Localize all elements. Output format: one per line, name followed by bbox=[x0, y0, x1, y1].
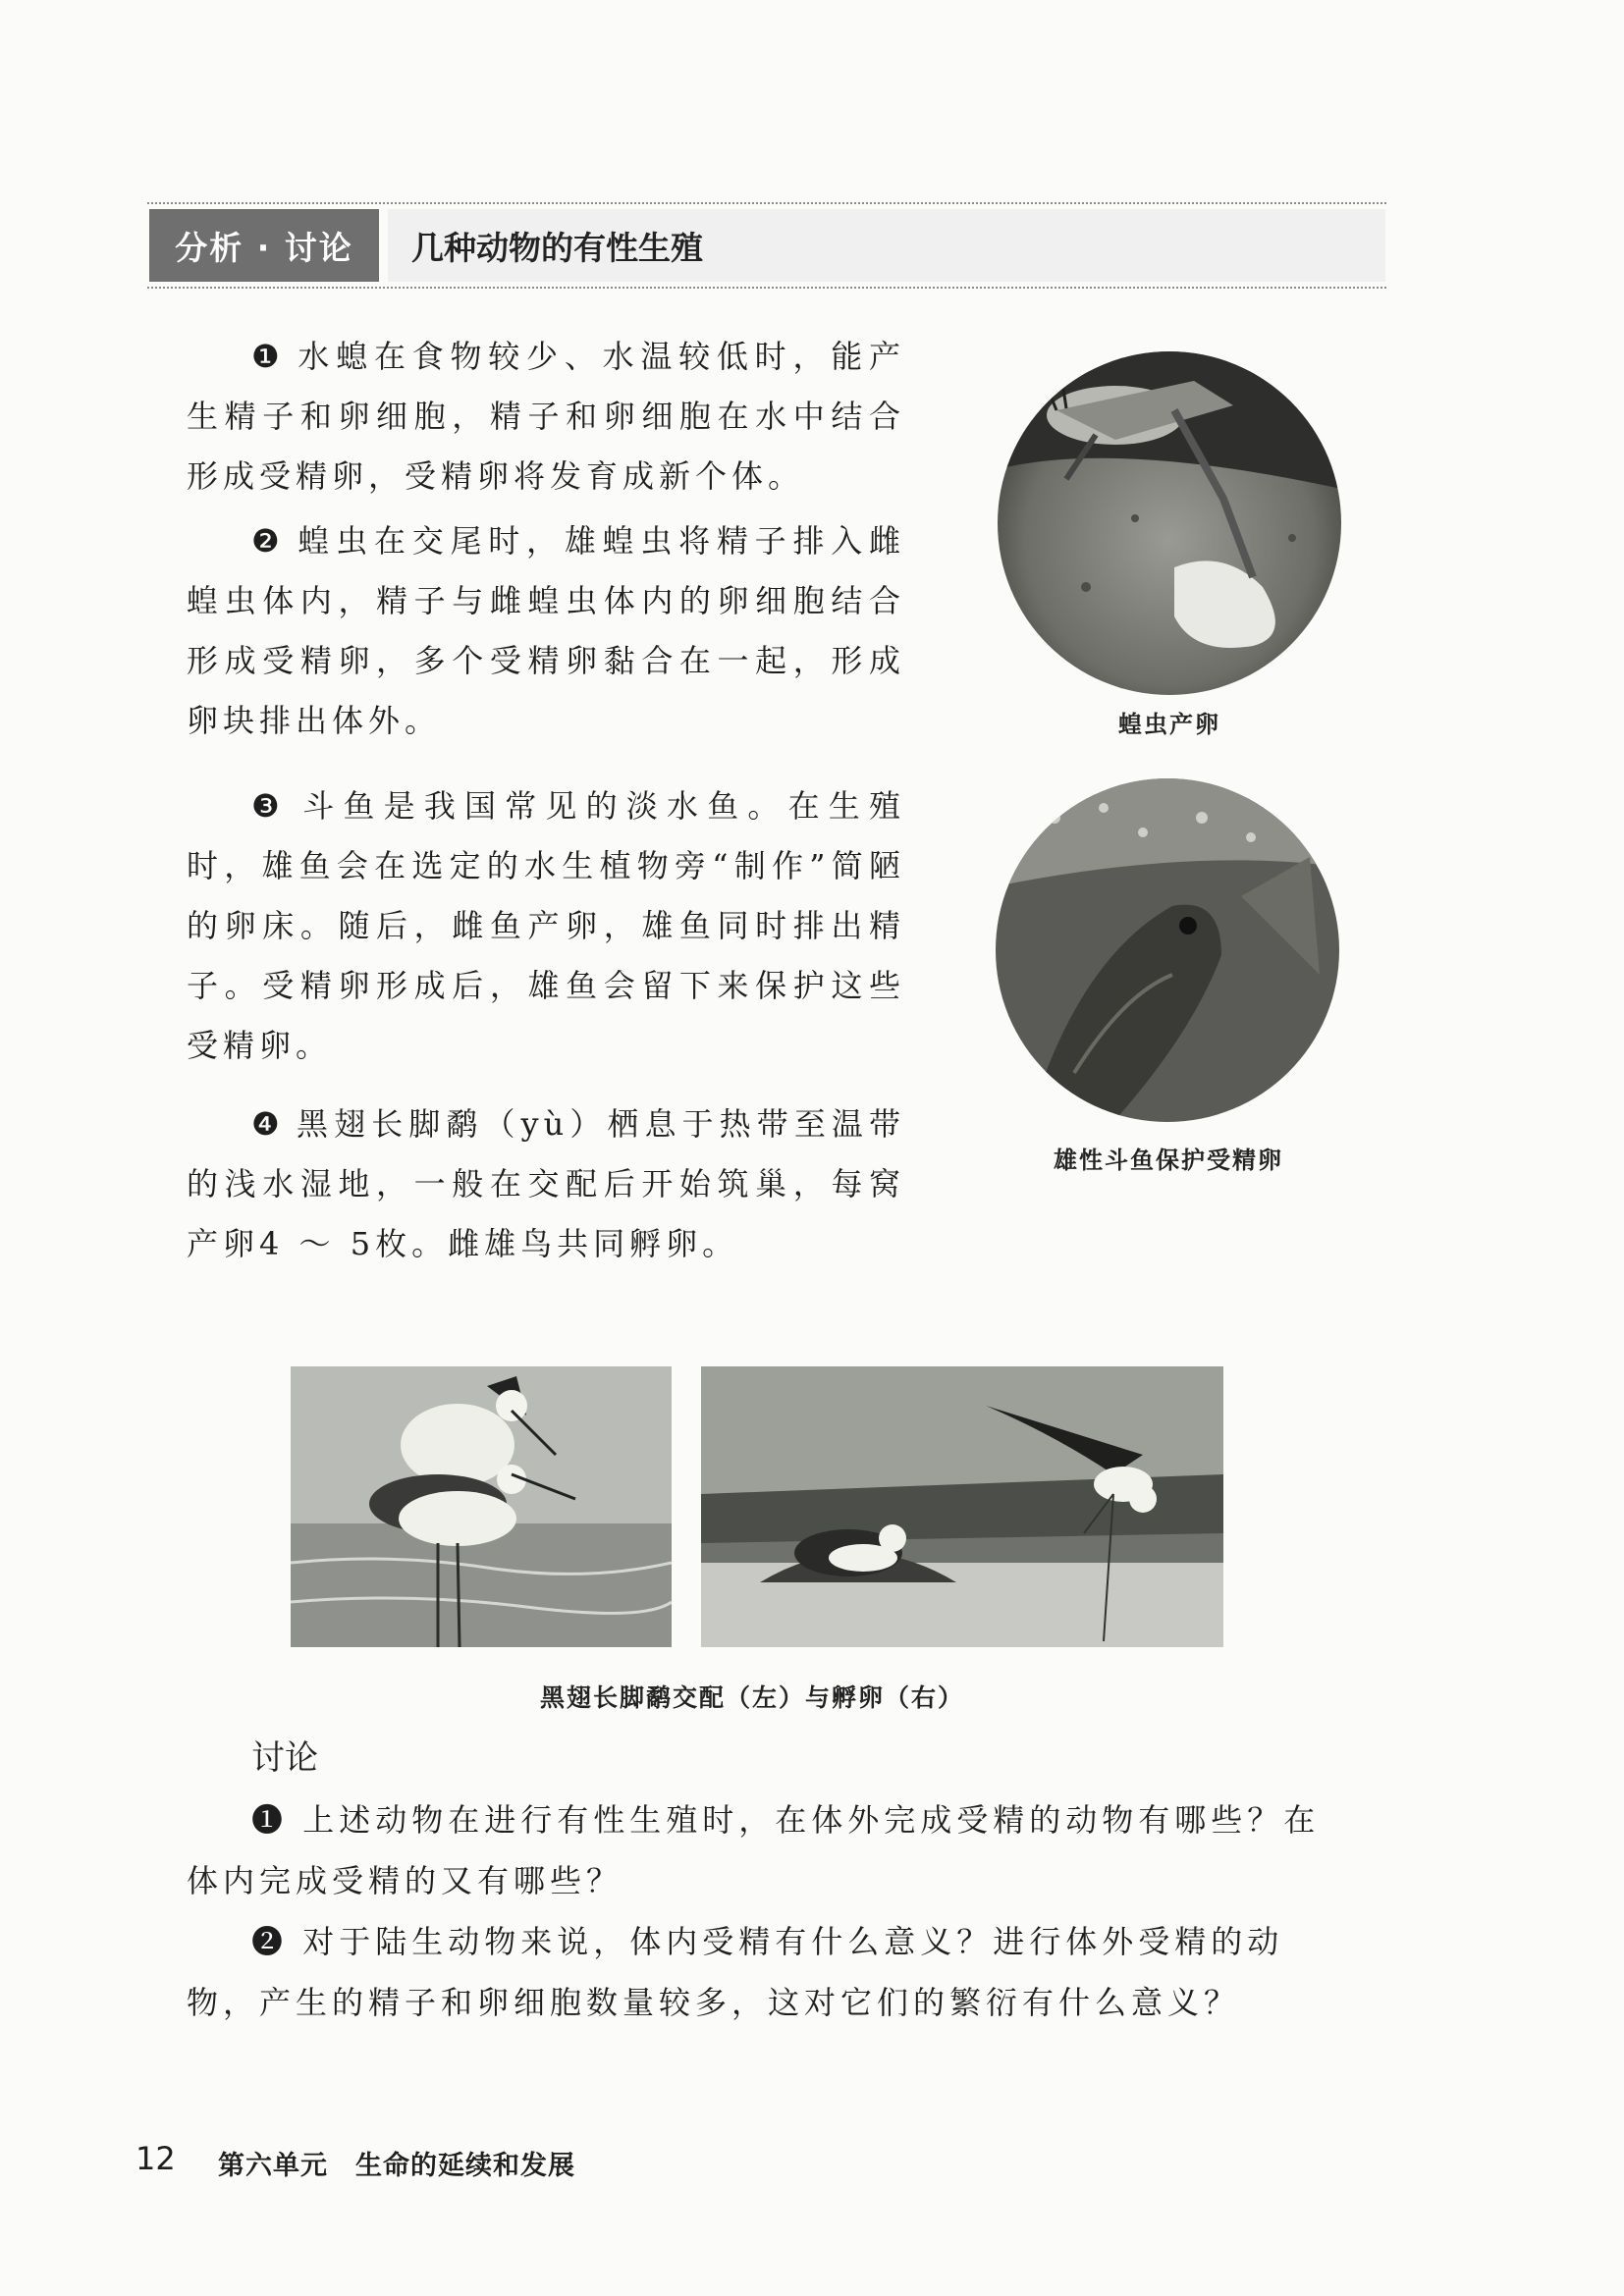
section-tag: 分析 · 讨论 bbox=[149, 209, 379, 282]
paragraph-number: ❷ bbox=[251, 522, 282, 560]
unit-title: 第六单元 生命的延续和发展 bbox=[218, 2151, 575, 2181]
fish-photo bbox=[996, 778, 1339, 1122]
bird-photo-mating bbox=[291, 1366, 672, 1647]
paragraph-text: 水螅在食物较少、水温较低时，能产生精子和卵细胞，精子和卵细胞在水中结合形成受精卵，受精卵将发育成新个体。 bbox=[187, 338, 905, 495]
question-text: 上述动物在进行有性生殖时，在体外完成受精的动物有哪些？在体内完成受精的又有哪些？ bbox=[187, 1801, 1321, 1899]
paragraph-number: ❹ bbox=[251, 1105, 281, 1143]
header-rule-bottom bbox=[147, 287, 1386, 289]
paragraph-4 bbox=[122, 1095, 905, 1274]
birds-caption: 黑翅长脚鹬交配（左）与孵卵（右） bbox=[539, 1683, 964, 1712]
bird-photo-incubating bbox=[701, 1366, 1223, 1647]
paragraph-number: ❶ bbox=[251, 338, 282, 375]
discussion-question-1 bbox=[187, 1789, 1345, 1911]
paragraph-1 bbox=[122, 327, 905, 507]
fish-caption: 雄性斗鱼保护受精卵 bbox=[1054, 1146, 1283, 1174]
question-number: ❷ bbox=[251, 1923, 289, 1960]
locust-caption: 蝗虫产卵 bbox=[1118, 710, 1220, 738]
paragraph-number: ❸ bbox=[251, 787, 284, 825]
page-number: 12 bbox=[135, 2140, 176, 2177]
locust-photo bbox=[998, 351, 1341, 695]
paragraph-text: 斗鱼是我国常见的淡水鱼。在生殖时，雄鱼会在选定的水生植物旁“制作”简陋的卵床。随后，雌鱼产卵，雄鱼同时排出精子。受精卵形成后，雄鱼会留下来保护这些受精卵。 bbox=[187, 787, 905, 1064]
question-text: 对于陆生动物来说，体内受精有什么意义？进行体外受精的动物，产生的精子和卵细胞数量较多，这对它们的繁衍有什么意义？ bbox=[187, 1923, 1284, 2021]
discussion-question-2 bbox=[187, 1911, 1345, 2033]
header-rule-top bbox=[147, 202, 1386, 204]
paragraph-2 bbox=[122, 511, 905, 751]
discussion-title: 讨论 bbox=[251, 1738, 318, 1778]
paragraph-3 bbox=[122, 776, 905, 1076]
paragraph-text: 蝗虫在交尾时，雄蝗虫将精子排入雌蝗虫体内，精子与雌蝗虫体内的卵细胞结合形成受精卵，多个受精卵黏合在一起，形成卵块排出体外。 bbox=[187, 522, 905, 739]
paragraph-text: 黑翅长脚鹬（yù）栖息于热带至温带的浅水湿地，一般在交配后开始筑巢，每窝产卵4 ～ 5枚。雌雄鸟共同孵卵。 bbox=[187, 1105, 905, 1262]
section-title: 几种动物的有性生殖 bbox=[388, 209, 1385, 282]
question-number: ❶ bbox=[251, 1801, 289, 1839]
